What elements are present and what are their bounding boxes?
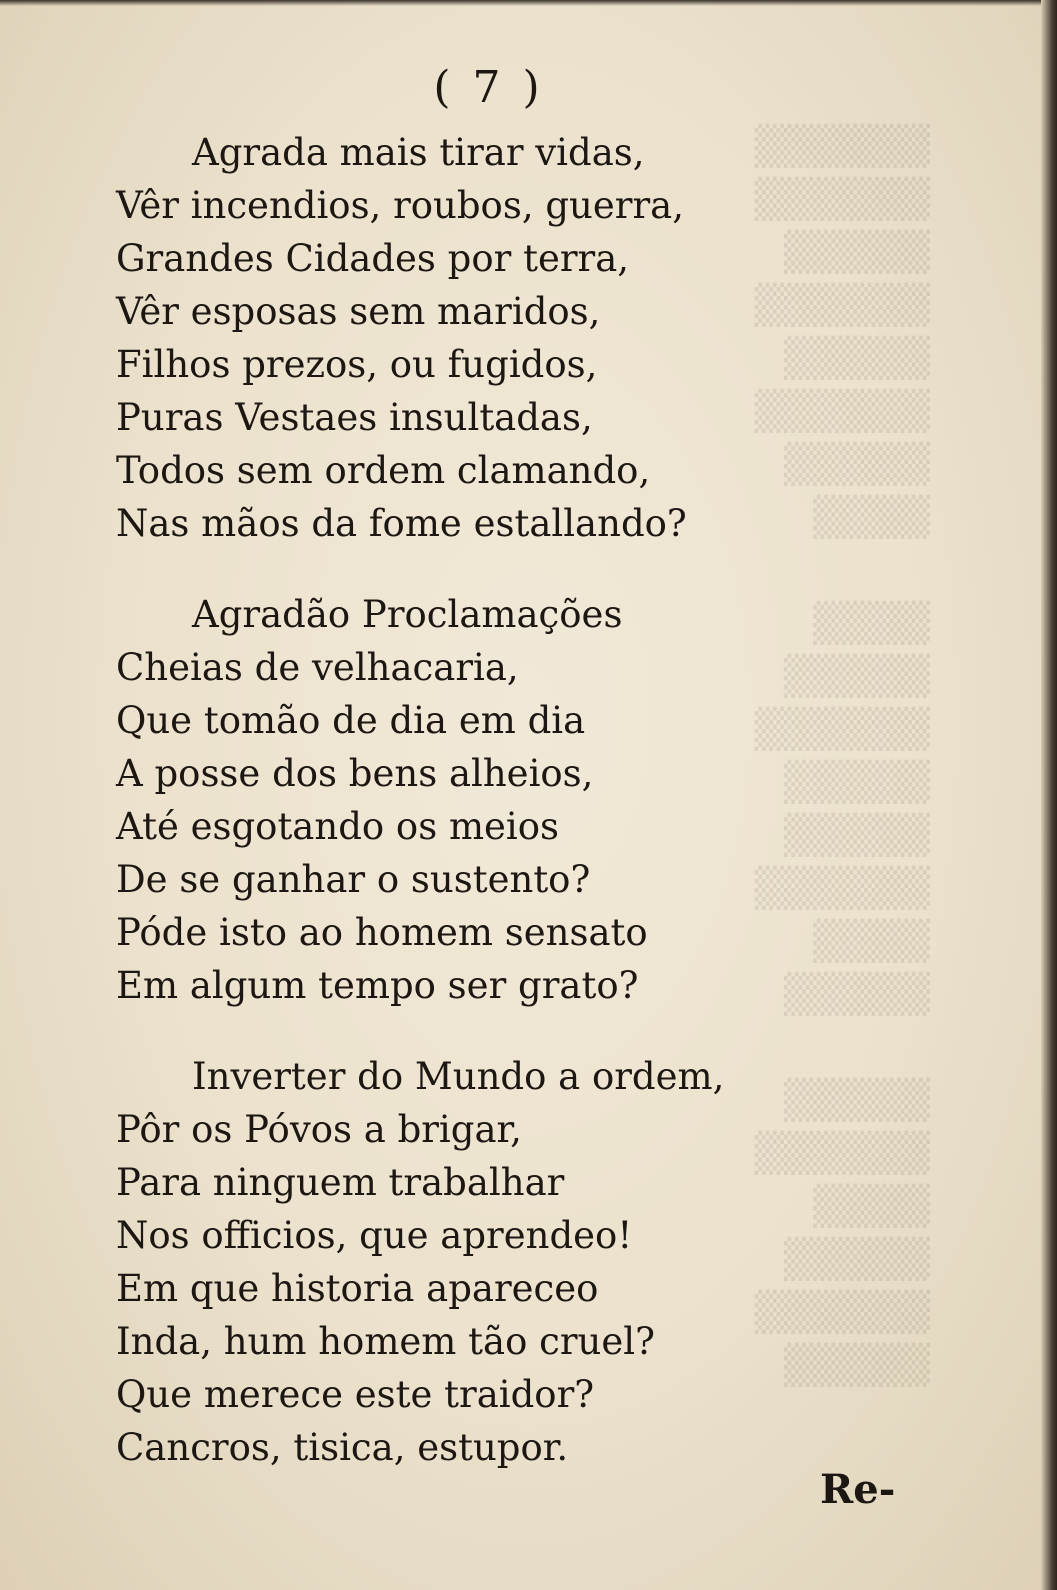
page-right-edge (1041, 0, 1057, 1590)
verse-line: Agradão Proclamações (192, 593, 623, 636)
catchword: Re- (820, 1466, 896, 1513)
verse-line: Cancros, tisica, estupor. (116, 1426, 569, 1469)
verse-line: Vêr incendios, roubos, guerra, (116, 184, 684, 227)
verse-line: A posse dos bens alheios, (116, 752, 594, 795)
verse-line: Em algum tempo ser grato? (116, 964, 639, 1007)
verse-line: Para ninguem trabalhar (116, 1161, 565, 1204)
verse-line: Inverter do Mundo a ordem, (192, 1055, 725, 1098)
verse-line: Todos sem ordem clamando, (116, 449, 651, 492)
verse-line: Puras Vestaes insultadas, (116, 396, 593, 439)
verse-line: Nos officios, que aprendeo! (116, 1214, 633, 1257)
stanza-1 (116, 126, 836, 550)
show-through-text: ▒▒▒▒▒▒ ▒▒▒▒▒▒ ▒▒▒▒▒ ▒▒▒▒▒▒ ▒▒▒▒▒ ▒▒▒▒▒▒ ▒▒▒▒▒ ▒▒▒▒ ▒▒▒▒ ▒▒▒▒▒ ▒▒▒▒▒▒ ▒▒▒▒▒ ▒▒▒▒▒ ▒▒▒▒▒▒ ▒▒▒▒ ▒▒▒▒▒ ▒▒▒▒▒ ▒▒▒▒▒▒ ▒▒▒▒ ▒▒▒▒▒ ▒▒▒▒▒▒ ▒▒▒▒▒ (754, 124, 930, 1387)
verse-line: Inda, hum homem tão cruel? (116, 1320, 655, 1363)
verse-line: Agrada mais tirar vidas, (192, 131, 645, 174)
verse-line: Pôr os Póvos a brigar, (116, 1108, 522, 1151)
verse-line: Vêr esposas sem maridos, (116, 290, 601, 333)
verse-line: Nas mãos da fome estallando? (116, 502, 687, 545)
verse-line: Em que historia apareceo (116, 1267, 599, 1310)
verse-line: Que merece este traidor? (116, 1373, 595, 1416)
verse-line: Póde isto ao homem sensato (116, 911, 648, 954)
verse-line: Cheias de velhacaria, (116, 646, 519, 689)
stanza-2 (116, 588, 836, 1012)
verse-line: Até esgotando os meios (116, 805, 560, 848)
verse-line: Grandes Cidades por terra, (116, 237, 630, 280)
page-number: ( 7 ) (433, 62, 544, 113)
verse-line: De se ganhar o sustento? (116, 858, 591, 901)
verse-line: Filhos prezos, ou fugidos, (116, 343, 598, 386)
page-top-edge (0, 0, 1057, 6)
verse-line: Que tomão de dia em dia (116, 699, 586, 742)
stanza-3 (116, 1050, 836, 1474)
